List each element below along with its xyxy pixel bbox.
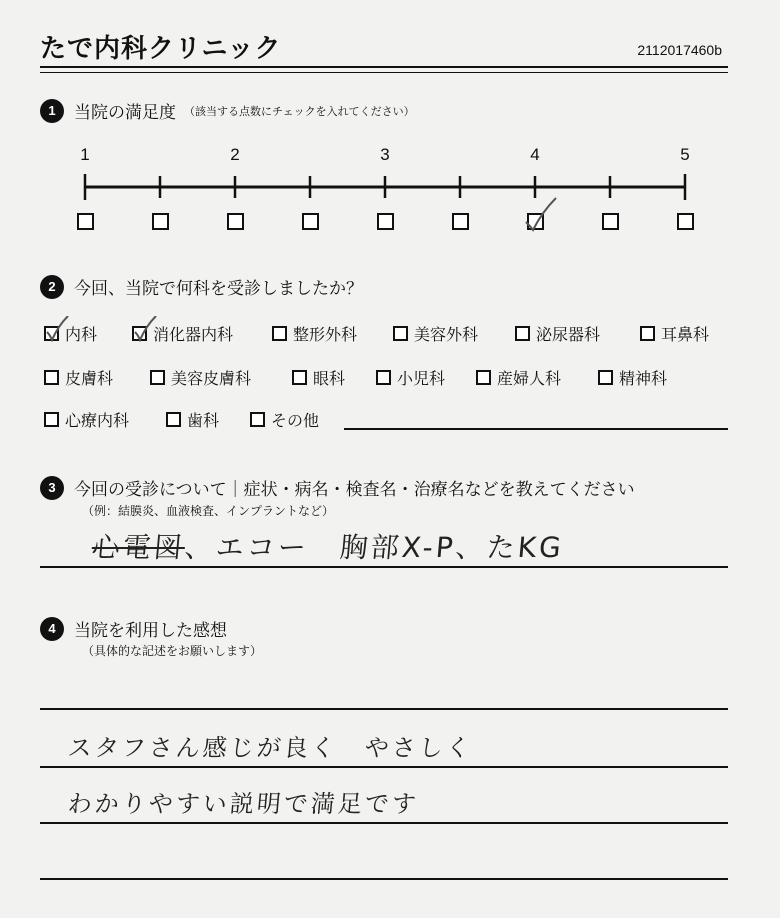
document-id: 2112017460b [637,42,722,58]
checkmark-icon [46,316,72,342]
q4-heading [40,616,227,641]
scale-checkbox [603,214,618,229]
q4-answer-line-1: スタフさん感じが良く やさしく [66,734,475,762]
header-rule-top [40,66,728,68]
option-label: 内科 [65,325,98,344]
checkbox[interactable] [292,370,307,385]
option-label: 美容外科 [414,325,479,344]
scale-checkbox [78,214,93,229]
checkmark-icon [134,316,160,342]
q1-title: 当院の満足度 [74,103,176,123]
option-label: 眼科 [313,369,346,388]
q4-note: （具体的な記述をお願いします） [82,644,263,658]
q2-number-badge: 2 [40,275,64,299]
q4-title: 当院を利用した感想 [74,621,227,641]
q4-answer-line[interactable] [40,708,728,710]
dept-option-cosmetic-derm[interactable] [150,366,251,389]
q4-number-badge: 4 [40,617,64,641]
checkbox[interactable] [150,370,165,385]
option-label: 産婦人科 [497,369,562,388]
q3-title: 今回の受診について｜症状・病名・検査名・治療名などを教えてください [74,480,635,500]
q4-answer-line[interactable] [40,766,728,768]
q4-answer-line[interactable] [40,878,728,880]
satisfaction-scale [60,138,710,238]
option-label: 整形外科 [293,325,358,344]
dept-option-gastro[interactable] [132,322,233,345]
q3-answer-struck: 心電図 [90,531,187,564]
q3-answer-line[interactable] [40,566,728,568]
scale-checkbox [378,214,393,229]
dept-option-ent[interactable] [640,322,709,345]
clinic-title: たで内科クリニック [40,34,282,64]
scale-checkboxes [78,214,693,229]
checkbox[interactable] [272,326,287,341]
dept-option-psychiatry[interactable] [598,366,667,389]
dept-option-dermatology[interactable] [44,366,113,389]
checkbox-checked[interactable] [132,326,147,341]
dept-option-dental[interactable] [166,408,219,431]
q3-answer-text: 、エコー 胸部X-P、たKG [183,531,566,564]
q3-note: （例：結膜炎、血液検査、インプラントなど） [82,504,335,518]
dept-option-ophthalmology[interactable] [292,366,345,389]
q4-answer-line-2: わかりやすい説明で満足です [66,790,421,818]
q3-number-badge: 3 [40,476,64,500]
dept-option-psychosomatic[interactable] [44,408,129,431]
option-label: 耳鼻科 [661,325,710,344]
option-label: 歯科 [187,411,220,430]
checkbox[interactable] [598,370,613,385]
option-label: 皮膚科 [65,369,114,388]
checkbox[interactable] [166,412,181,427]
dept-option-urology[interactable] [515,322,600,345]
option-label: 消化器内科 [153,325,234,344]
scale-label-5: 5 [680,145,690,164]
scale-checkbox [678,214,693,229]
scale-label-3: 3 [380,145,390,164]
q1-number-badge: 1 [40,99,64,123]
dept-option-internal[interactable] [44,322,97,345]
scale-label-4: 4 [530,145,540,164]
option-label: 美容皮膚科 [171,369,252,388]
header-rule-bottom [40,72,728,73]
checkbox[interactable] [376,370,391,385]
checkbox[interactable] [393,326,408,341]
scale-checkbox [228,214,243,229]
option-label: 心療内科 [65,411,130,430]
scale-checkbox [303,214,318,229]
q3-heading [40,475,635,500]
dept-option-cosmetic-surgery[interactable] [393,322,478,345]
scale-label-2: 2 [230,145,240,164]
checkbox[interactable] [44,370,59,385]
checkbox[interactable] [515,326,530,341]
other-specify-line[interactable] [344,428,728,430]
scale-checkbox [153,214,168,229]
scale-checkbox [453,214,468,229]
option-label: 精神科 [619,369,668,388]
dept-option-obgyn[interactable] [476,366,561,389]
dept-option-orthopedics[interactable] [272,322,357,345]
option-label: その他 [271,411,320,430]
q3-answer [90,526,565,566]
option-label: 泌尿器科 [536,325,601,344]
q1-heading [40,98,415,123]
q2-title: 今回、当院で何科を受診しましたか？ [74,279,363,299]
checkbox[interactable] [44,412,59,427]
dept-option-pediatrics[interactable] [376,366,445,389]
q4-answer-line[interactable] [40,822,728,824]
checkbox-checked[interactable] [44,326,59,341]
dept-option-other[interactable] [250,408,319,431]
q2-heading [40,274,363,299]
q1-note: （該当する点数にチェックを入れてください） [184,104,415,118]
checkbox[interactable] [476,370,491,385]
checkbox[interactable] [640,326,655,341]
option-label: 小児科 [397,369,446,388]
scale-label-1: 1 [80,145,90,164]
checkbox[interactable] [250,412,265,427]
